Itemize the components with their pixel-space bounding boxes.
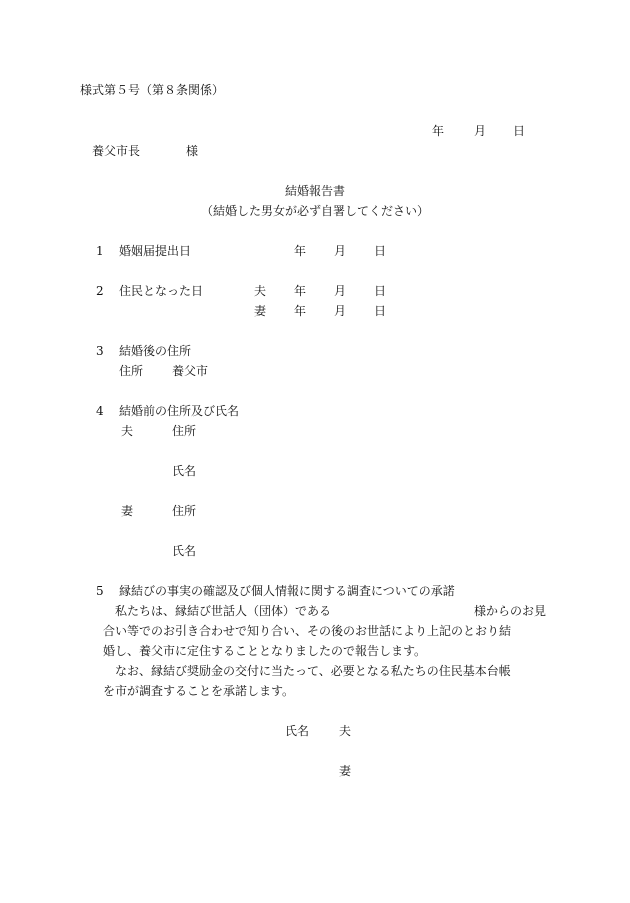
addressee-name: 養父市長 xyxy=(92,144,141,158)
address-label: 住所 xyxy=(172,424,197,438)
item-number: 1 xyxy=(96,244,104,258)
consent-paragraph-2-line-2: を市が調査することを承諾します。 xyxy=(103,684,295,698)
year-label: 年 xyxy=(294,284,307,298)
wife-label: 妻 xyxy=(121,504,134,518)
item-label: 縁結びの事実の確認及び個人情報に関する調査についての承諾 xyxy=(119,584,455,598)
year-label: 年 xyxy=(294,244,307,258)
item-number: 2 xyxy=(96,284,104,298)
item-label: 結婚前の住所及び氏名 xyxy=(119,404,240,418)
month-label: 月 xyxy=(334,244,347,258)
signature-wife-label: 妻 xyxy=(339,764,352,778)
consent-paragraph-1-line-1b: 様からのお見 xyxy=(474,604,547,618)
address-label: 住所 xyxy=(172,504,197,518)
date-day-label: 日 xyxy=(513,124,526,138)
item-number: 5 xyxy=(96,584,104,598)
day-label: 日 xyxy=(374,244,387,258)
item-number: 3 xyxy=(96,344,104,358)
date-month-label: 月 xyxy=(474,124,487,138)
addressee-honorific: 様 xyxy=(186,144,199,158)
item-label: 婚姻届提出日 xyxy=(119,244,192,258)
signature-husband-label: 夫 xyxy=(339,724,352,738)
wife-label: 妻 xyxy=(254,304,267,318)
document-subtitle: （結婚した男女が必ず自署してください） xyxy=(200,204,429,218)
date-year-label: 年 xyxy=(432,124,445,138)
signature-name-label: 氏名 xyxy=(285,724,310,738)
item-label: 結婚後の住所 xyxy=(119,344,192,358)
day-label: 日 xyxy=(374,304,387,318)
consent-paragraph-2-line-1: なお、縁結び奨励金の交付に当たって、必要となる私たちの住民基本台帳 xyxy=(115,664,511,678)
item-number: 4 xyxy=(96,404,104,418)
year-label: 年 xyxy=(294,304,307,318)
consent-paragraph-1-line-2: 合い等でのお引き合わせで知り合い、その後のお世話により上記のとおり結 xyxy=(103,624,512,638)
day-label: 日 xyxy=(374,284,387,298)
name-label: 氏名 xyxy=(172,544,197,558)
item-label: 住民となった日 xyxy=(119,284,204,298)
consent-paragraph-1-line-1a: 私たちは、縁結び世話人（団体）である xyxy=(115,604,332,618)
document-title: 結婚報告書 xyxy=(284,184,345,198)
name-label: 氏名 xyxy=(172,464,197,478)
consent-paragraph-1-line-3: 婚し、養父市に定住することとなりましたので報告します。 xyxy=(103,644,427,658)
husband-label: 夫 xyxy=(121,424,134,438)
month-label: 月 xyxy=(334,284,347,298)
city-name: 養父市 xyxy=(172,364,209,378)
form-number: 様式第５号（第８条関係） xyxy=(80,83,225,97)
month-label: 月 xyxy=(334,304,347,318)
address-label: 住所 xyxy=(119,364,144,378)
husband-label: 夫 xyxy=(254,284,267,298)
